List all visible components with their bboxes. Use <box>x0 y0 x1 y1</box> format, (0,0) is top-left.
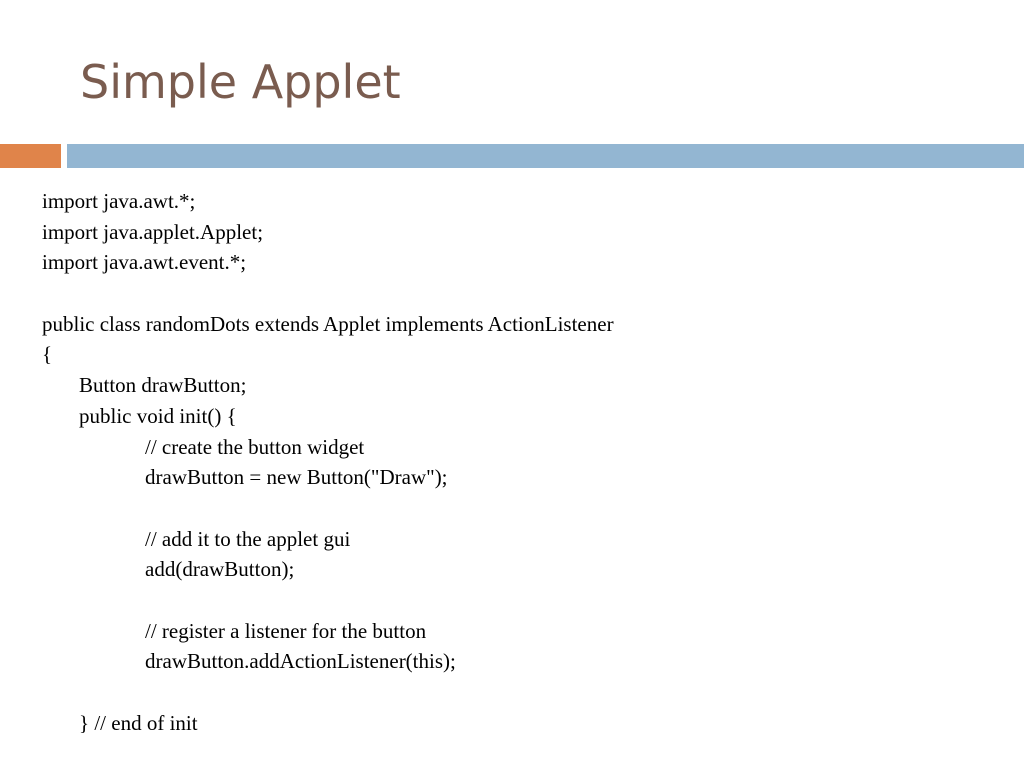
code-line: // register a listener for the button <box>145 618 427 643</box>
code-line: import java.applet.Applet; <box>42 219 264 244</box>
code-block <box>42 186 614 738</box>
code-line: public class randomDots extends Applet implements ActionListener <box>42 311 614 336</box>
accent-bar-orange <box>0 144 61 168</box>
blank-line <box>42 278 614 309</box>
code-line: public void init() { <box>79 403 237 428</box>
code-line: drawButton.addActionListener(this); <box>145 649 456 674</box>
code-line: Button drawButton; <box>79 373 247 398</box>
code-line: import java.awt.*; <box>42 189 196 213</box>
blank-line <box>42 585 614 616</box>
code-line: drawButton = new Button("Draw"); <box>145 465 448 490</box>
blank-line <box>42 677 614 708</box>
accent-bar-blue <box>67 144 1024 168</box>
code-line: { <box>42 342 53 367</box>
code-line: } // end of init <box>79 710 198 735</box>
blank-line <box>42 493 614 524</box>
code-line: import java.awt.event.*; <box>42 250 247 275</box>
slide-title: Simple Applet <box>80 55 401 109</box>
code-line: add(drawButton); <box>145 557 295 582</box>
code-line: // add it to the applet gui <box>145 526 351 551</box>
code-line: // create the button widget <box>145 434 365 459</box>
